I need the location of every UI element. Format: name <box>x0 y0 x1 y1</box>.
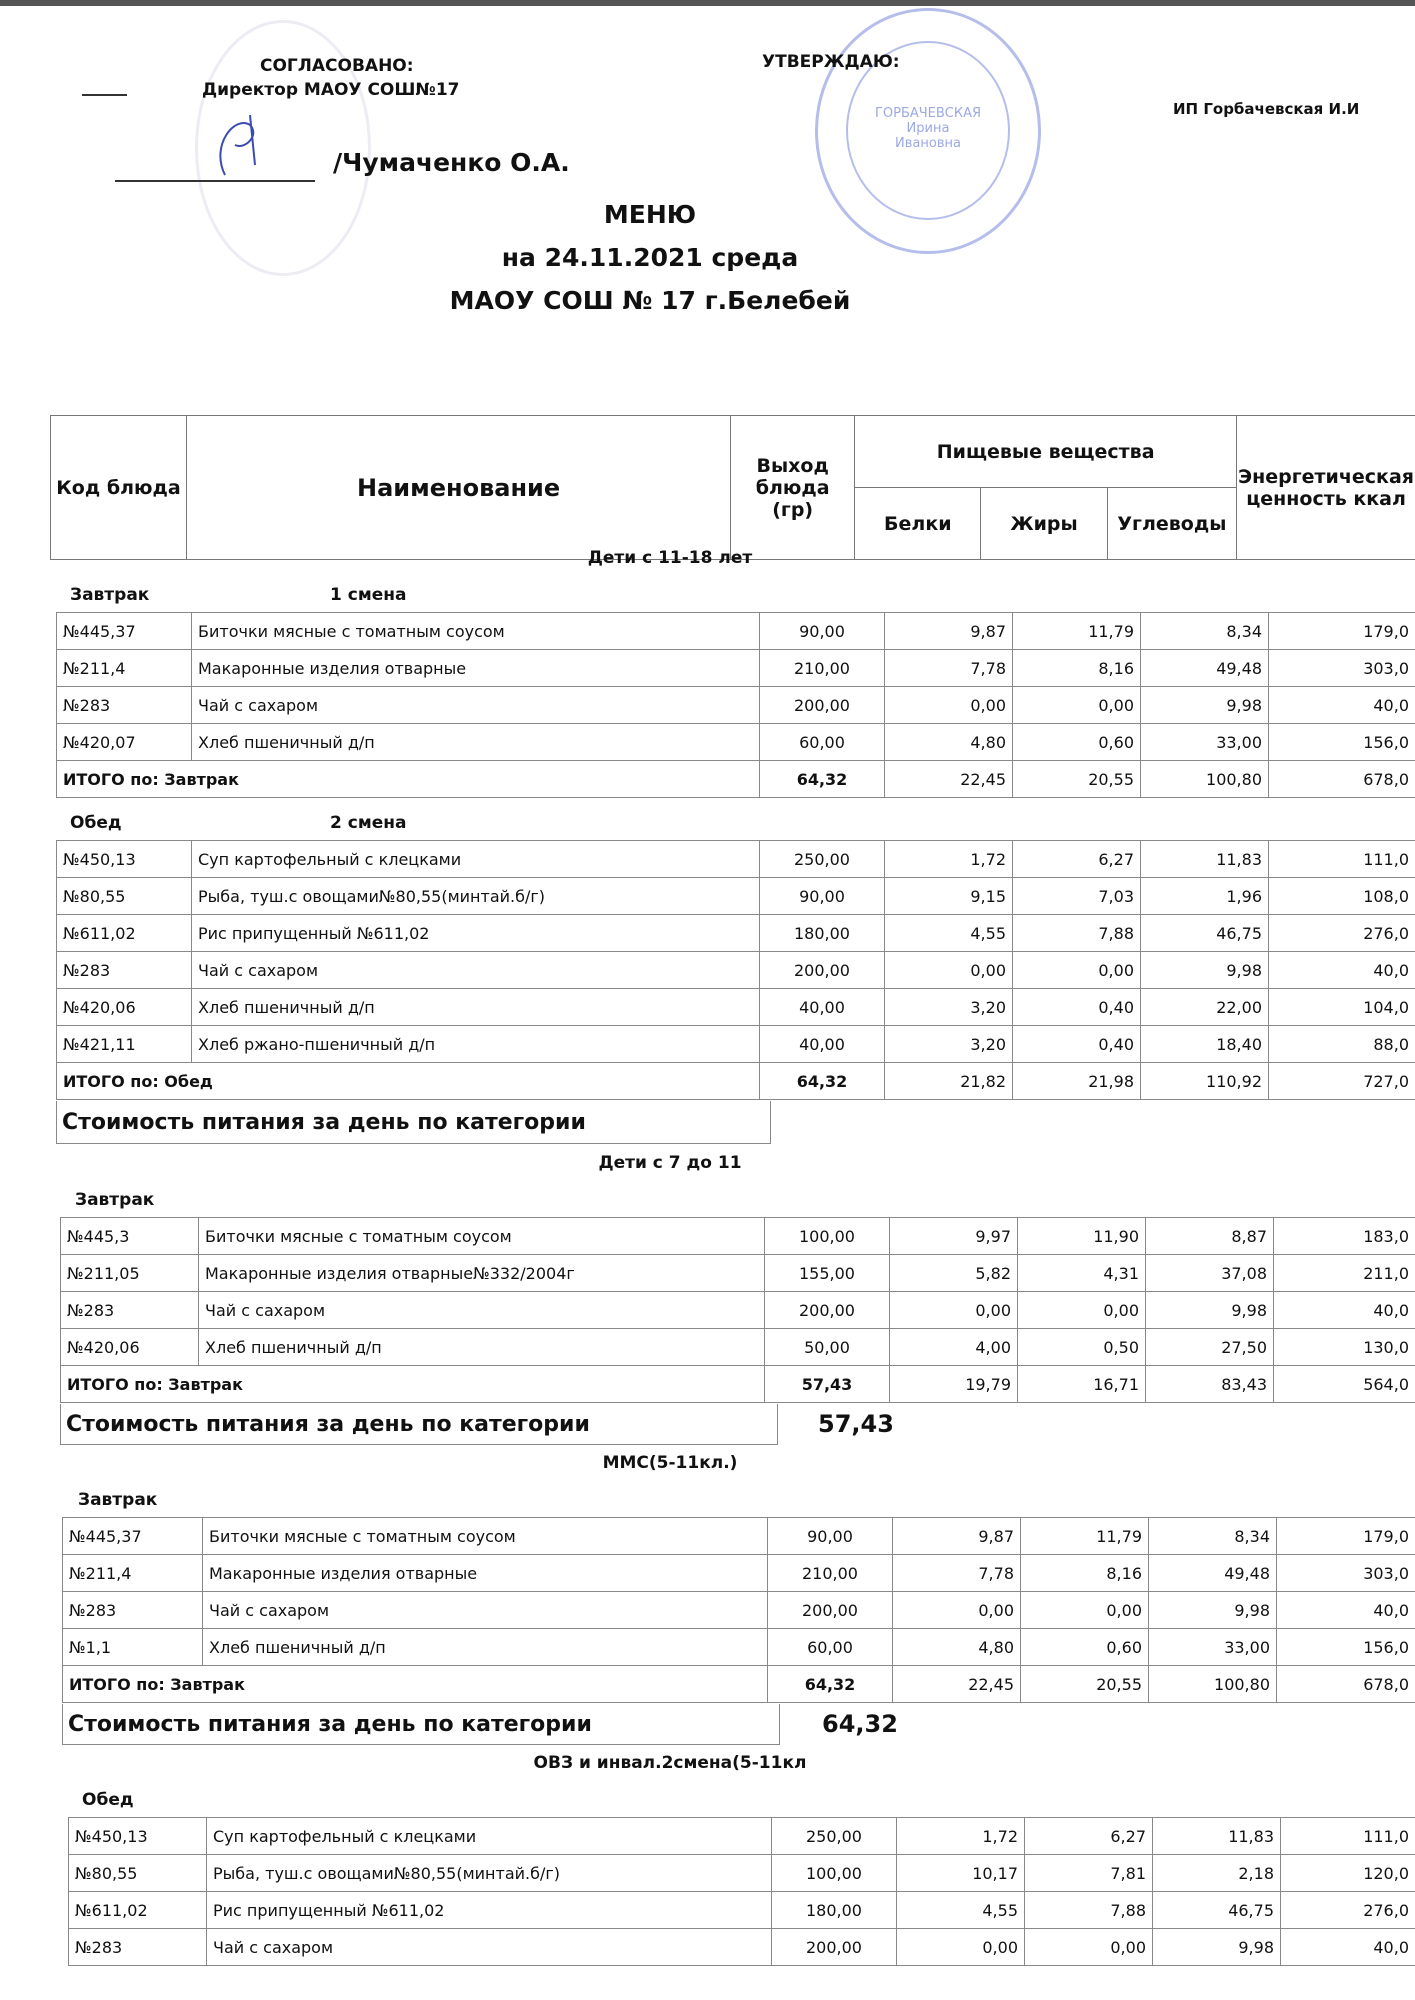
cell-fat: 7,88 <box>1025 1892 1153 1929</box>
cell-protein: 0,00 <box>885 687 1013 724</box>
cell-yield: 200,00 <box>760 687 885 724</box>
meal-label: Завтрак <box>78 1490 158 1510</box>
cell-kcal: 40,0 <box>1281 1929 1415 1966</box>
table-row <box>69 1818 1415 1855</box>
cell-fat: 7,88 <box>1013 915 1141 952</box>
cell-yield: 90,00 <box>760 878 885 915</box>
cell-carbs: 8,87 <box>1146 1218 1274 1255</box>
total-protein: 19,79 <box>890 1366 1018 1403</box>
total-price: 64,32 <box>760 1063 885 1100</box>
cell-protein: 1,72 <box>885 841 1013 878</box>
cell-carbs: 49,48 <box>1149 1555 1277 1592</box>
cell-protein: 0,00 <box>897 1929 1025 1966</box>
cell-kcal: 276,0 <box>1269 915 1415 952</box>
cell-yield: 180,00 <box>760 915 885 952</box>
total-kcal: 678,0 <box>1269 761 1415 798</box>
cost-value: 64,32 <box>822 1710 898 1738</box>
table-row <box>61 1292 1415 1329</box>
cell-yield: 250,00 <box>772 1818 897 1855</box>
table-row <box>61 1255 1415 1292</box>
cell-kcal: 211,0 <box>1274 1255 1415 1292</box>
stamp-text-line: Ирина <box>906 121 950 136</box>
cell-code: №445,3 <box>61 1218 199 1255</box>
total-price: 64,32 <box>760 761 885 798</box>
cost-value: 57,43 <box>818 1410 894 1438</box>
menu-table-s0-m1 <box>56 840 1415 1100</box>
cell-code: №445,37 <box>57 613 192 650</box>
table-row <box>63 1555 1415 1592</box>
table-row <box>57 989 1415 1026</box>
cell-carbs: 9,98 <box>1141 952 1269 989</box>
cell-kcal: 183,0 <box>1274 1218 1415 1255</box>
header-yield: Выход блюда (гр) <box>731 416 855 560</box>
cell-yield: 90,00 <box>760 613 885 650</box>
menu-table-header <box>50 415 1415 560</box>
cell-protein: 9,87 <box>885 613 1013 650</box>
cell-fat: 8,16 <box>1013 650 1141 687</box>
cell-name: Рис припущенный №611,02 <box>192 915 760 952</box>
cell-carbs: 11,83 <box>1153 1818 1281 1855</box>
cell-kcal: 120,0 <box>1281 1855 1415 1892</box>
cell-protein: 7,78 <box>885 650 1013 687</box>
cell-fat: 11,79 <box>1021 1518 1149 1555</box>
cell-name: Макаронные изделия отварные <box>203 1555 768 1592</box>
cell-carbs: 49,48 <box>1141 650 1269 687</box>
total-protein: 21,82 <box>885 1063 1013 1100</box>
total-kcal: 678,0 <box>1277 1666 1415 1703</box>
table-row <box>57 952 1415 989</box>
cell-kcal: 40,0 <box>1269 687 1415 724</box>
doc-title: МЕНЮ <box>603 200 697 229</box>
total-carbs: 100,80 <box>1141 761 1269 798</box>
total-kcal: 564,0 <box>1274 1366 1415 1403</box>
cell-name: Биточки мясные с томатным соусом <box>199 1218 765 1255</box>
total-fat: 20,55 <box>1013 761 1141 798</box>
cell-kcal: 303,0 <box>1269 650 1415 687</box>
cell-kcal: 111,0 <box>1269 841 1415 878</box>
cost-label: Стоимость питания за день по категории <box>62 1110 586 1135</box>
cell-name: Чай с сахаром <box>192 952 760 989</box>
cell-yield: 210,00 <box>768 1555 893 1592</box>
cell-protein: 4,00 <box>890 1329 1018 1366</box>
cost-label: Стоимость питания за день по категории <box>66 1412 590 1437</box>
cell-fat: 0,60 <box>1021 1629 1149 1666</box>
cell-yield: 200,00 <box>772 1929 897 1966</box>
total-fat: 16,71 <box>1018 1366 1146 1403</box>
cell-yield: 60,00 <box>768 1629 893 1666</box>
cell-carbs: 9,98 <box>1141 687 1269 724</box>
meal-label: Завтрак <box>70 585 150 605</box>
cell-code: №420,07 <box>57 724 192 761</box>
total-price: 64,32 <box>768 1666 893 1703</box>
cell-kcal: 156,0 <box>1277 1629 1415 1666</box>
section-title: Дети с 7 до 11 <box>598 1153 742 1173</box>
cell-yield: 60,00 <box>760 724 885 761</box>
total-row <box>57 1063 1415 1100</box>
cell-name: Биточки мясные с томатным соусом <box>192 613 760 650</box>
section-title: Дети с 11-18 лет <box>587 548 753 568</box>
cell-carbs: 33,00 <box>1149 1629 1277 1666</box>
cell-fat: 0,60 <box>1013 724 1141 761</box>
cell-protein: 0,00 <box>885 952 1013 989</box>
cell-carbs: 9,98 <box>1153 1929 1281 1966</box>
cell-name: Макаронные изделия отварные№332/2004г <box>199 1255 765 1292</box>
table-row <box>63 1518 1415 1555</box>
cell-yield: 210,00 <box>760 650 885 687</box>
cell-kcal: 40,0 <box>1274 1292 1415 1329</box>
total-carbs: 83,43 <box>1146 1366 1274 1403</box>
table-row <box>57 650 1415 687</box>
menu-table-s1-m0 <box>60 1217 1415 1403</box>
table-row <box>57 841 1415 878</box>
meal-label: Обед <box>82 1790 134 1810</box>
table-row <box>57 1026 1415 1063</box>
signature-icon <box>205 105 275 185</box>
total-label: ИТОГО по: Завтрак <box>57 761 760 798</box>
total-row <box>61 1366 1415 1403</box>
menu-table-s2-m0 <box>62 1517 1415 1703</box>
cell-name: Чай с сахаром <box>199 1292 765 1329</box>
approved-left-label: СОГЛАСОВАНО: <box>260 56 414 76</box>
cell-code: №450,13 <box>57 841 192 878</box>
cell-carbs: 22,00 <box>1141 989 1269 1026</box>
cell-protein: 4,55 <box>897 1892 1025 1929</box>
cell-kcal: 104,0 <box>1269 989 1415 1026</box>
cell-protein: 3,20 <box>885 989 1013 1026</box>
cell-carbs: 2,18 <box>1153 1855 1281 1892</box>
cell-name: Рис припущенный №611,02 <box>207 1892 772 1929</box>
cell-code: №445,37 <box>63 1518 203 1555</box>
cell-fat: 0,00 <box>1018 1292 1146 1329</box>
cell-code: №611,02 <box>57 915 192 952</box>
menu-table-s3-m0 <box>68 1817 1415 1966</box>
cell-name: Чай с сахаром <box>207 1929 772 1966</box>
cell-code: №283 <box>57 952 192 989</box>
cell-kcal: 179,0 <box>1269 613 1415 650</box>
cell-protein: 5,82 <box>890 1255 1018 1292</box>
cell-carbs: 33,00 <box>1141 724 1269 761</box>
table-row <box>57 724 1415 761</box>
meal-label: Обед <box>70 813 122 833</box>
cell-code: №283 <box>57 687 192 724</box>
header-energy: Энергетическая ценность ккал <box>1237 416 1415 560</box>
cell-code: №611,02 <box>69 1892 207 1929</box>
cell-protein: 0,00 <box>893 1592 1021 1629</box>
cell-fat: 8,16 <box>1021 1555 1149 1592</box>
cell-carbs: 18,40 <box>1141 1026 1269 1063</box>
table-row <box>57 878 1415 915</box>
total-protein: 22,45 <box>885 761 1013 798</box>
cell-code: №283 <box>69 1929 207 1966</box>
cell-protein: 9,15 <box>885 878 1013 915</box>
scan-top-edge <box>0 0 1415 6</box>
cell-fat: 7,81 <box>1025 1855 1153 1892</box>
cell-protein: 7,78 <box>893 1555 1021 1592</box>
total-price: 57,43 <box>765 1366 890 1403</box>
doc-date: на 24.11.2021 среда <box>501 243 799 272</box>
cost-label: Стоимость питания за день по категории <box>68 1712 592 1737</box>
cell-protein: 4,80 <box>893 1629 1021 1666</box>
table-row <box>63 1629 1415 1666</box>
cell-kcal: 130,0 <box>1274 1329 1415 1366</box>
cell-fat: 0,00 <box>1013 952 1141 989</box>
approved-left-position: Директор МАОУ СОШ№17 <box>202 80 460 100</box>
cell-code: №211,05 <box>61 1255 199 1292</box>
header-fat: Жиры <box>981 488 1107 560</box>
cell-protein: 4,80 <box>885 724 1013 761</box>
cell-code: №283 <box>63 1592 203 1629</box>
cell-fat: 11,90 <box>1018 1218 1146 1255</box>
cell-fat: 6,27 <box>1025 1818 1153 1855</box>
cell-code: №420,06 <box>61 1329 199 1366</box>
cell-name: Рыба, туш.с овощами№80,55(минтай.б/г) <box>192 878 760 915</box>
cell-name: Суп картофельный с клецками <box>192 841 760 878</box>
total-row <box>57 761 1415 798</box>
cell-code: №450,13 <box>69 1818 207 1855</box>
meal-shift: 1 смена <box>330 585 407 605</box>
table-row <box>69 1929 1415 1966</box>
cell-code: №283 <box>61 1292 199 1329</box>
cell-kcal: 179,0 <box>1277 1518 1415 1555</box>
cell-code: №420,06 <box>57 989 192 1026</box>
cell-name: Чай с сахаром <box>192 687 760 724</box>
cell-code: №421,11 <box>57 1026 192 1063</box>
cell-name: Хлеб пшеничный д/п <box>192 724 760 761</box>
menu-table-s0-m0 <box>56 612 1415 798</box>
cell-protein: 1,72 <box>897 1818 1025 1855</box>
cell-yield: 180,00 <box>772 1892 897 1929</box>
cell-protein: 9,97 <box>890 1218 1018 1255</box>
cell-carbs: 37,08 <box>1146 1255 1274 1292</box>
cell-carbs: 11,83 <box>1141 841 1269 878</box>
total-row <box>63 1666 1415 1703</box>
cell-carbs: 46,75 <box>1141 915 1269 952</box>
section-title: ММС(5-11кл.) <box>602 1453 738 1473</box>
cell-name: Рыба, туш.с овощами№80,55(минтай.б/г) <box>207 1855 772 1892</box>
cell-name: Хлеб пшеничный д/п <box>192 989 760 1026</box>
cell-yield: 250,00 <box>760 841 885 878</box>
cell-carbs: 9,98 <box>1146 1292 1274 1329</box>
header-protein: Белки <box>855 488 981 560</box>
cell-fat: 7,03 <box>1013 878 1141 915</box>
cell-protein: 3,20 <box>885 1026 1013 1063</box>
cell-kcal: 40,0 <box>1277 1592 1415 1629</box>
cell-name: Хлеб пшеничный д/п <box>203 1629 768 1666</box>
header-code: Код блюда <box>51 416 187 560</box>
stamp-text-line: ГОРБАЧЕВСКАЯ <box>874 106 982 121</box>
table-row <box>57 613 1415 650</box>
cell-kcal: 156,0 <box>1269 724 1415 761</box>
cell-protein: 4,55 <box>885 915 1013 952</box>
cell-kcal: 108,0 <box>1269 878 1415 915</box>
cell-carbs: 1,96 <box>1141 878 1269 915</box>
cell-yield: 200,00 <box>768 1592 893 1629</box>
cell-fat: 11,79 <box>1013 613 1141 650</box>
table-row <box>61 1329 1415 1366</box>
total-fat: 21,98 <box>1013 1063 1141 1100</box>
cell-yield: 200,00 <box>765 1292 890 1329</box>
cell-name: Хлеб ржано-пшеничный д/п <box>192 1026 760 1063</box>
cell-yield: 100,00 <box>765 1218 890 1255</box>
cell-protein: 10,17 <box>897 1855 1025 1892</box>
cell-protein: 0,00 <box>890 1292 1018 1329</box>
cell-protein: 9,87 <box>893 1518 1021 1555</box>
cell-fat: 0,00 <box>1013 687 1141 724</box>
table-row <box>61 1218 1415 1255</box>
cell-yield: 100,00 <box>772 1855 897 1892</box>
cell-fat: 0,50 <box>1018 1329 1146 1366</box>
cell-fat: 0,40 <box>1013 989 1141 1026</box>
cell-name: Хлеб пшеничный д/п <box>199 1329 765 1366</box>
table-row <box>63 1592 1415 1629</box>
cell-code: №211,4 <box>63 1555 203 1592</box>
total-fat: 20,55 <box>1021 1666 1149 1703</box>
cell-code: №1,1 <box>63 1629 203 1666</box>
cell-yield: 155,00 <box>765 1255 890 1292</box>
cell-kcal: 88,0 <box>1269 1026 1415 1063</box>
meal-label: Завтрак <box>75 1190 155 1210</box>
cell-code: №80,55 <box>57 878 192 915</box>
cell-name: Суп картофельный с клецками <box>207 1818 772 1855</box>
total-label: ИТОГО по: Обед <box>57 1063 760 1100</box>
cell-fat: 4,31 <box>1018 1255 1146 1292</box>
total-label: ИТОГО по: Завтрак <box>63 1666 768 1703</box>
section-title: ОВЗ и инвал.2смена(5-11кл <box>533 1753 807 1773</box>
header-carbs: Углеводы <box>1107 488 1237 560</box>
cell-code: №211,4 <box>57 650 192 687</box>
cell-code: №80,55 <box>69 1855 207 1892</box>
cell-yield: 90,00 <box>768 1518 893 1555</box>
cell-fat: 0,40 <box>1013 1026 1141 1063</box>
approved-right-label: УТВЕРЖДАЮ: <box>762 52 900 72</box>
doc-school: МАОУ СОШ № 17 г.Белебей <box>449 286 851 315</box>
cell-fat: 6,27 <box>1013 841 1141 878</box>
total-carbs: 110,92 <box>1141 1063 1269 1100</box>
header-nutrients: Пищевые вещества <box>855 416 1237 488</box>
header-name: Наименование <box>186 416 730 560</box>
cell-yield: 200,00 <box>760 952 885 989</box>
cell-carbs: 8,34 <box>1149 1518 1277 1555</box>
table-row <box>69 1855 1415 1892</box>
total-protein: 22,45 <box>893 1666 1021 1703</box>
cell-kcal: 303,0 <box>1277 1555 1415 1592</box>
cell-carbs: 46,75 <box>1153 1892 1281 1929</box>
approved-left-signer: /Чумаченко О.А. <box>333 148 570 177</box>
cell-carbs: 9,98 <box>1149 1592 1277 1629</box>
cell-yield: 40,00 <box>760 1026 885 1063</box>
total-kcal: 727,0 <box>1269 1063 1415 1100</box>
approved-right-signer: ИП Горбачевская И.И <box>1173 100 1360 118</box>
stamp-text-line: Ивановна <box>895 136 961 151</box>
cell-kcal: 40,0 <box>1269 952 1415 989</box>
cell-kcal: 111,0 <box>1281 1818 1415 1855</box>
cell-carbs: 8,34 <box>1141 613 1269 650</box>
cell-yield: 40,00 <box>760 989 885 1026</box>
cell-fat: 0,00 <box>1021 1592 1149 1629</box>
table-row <box>57 687 1415 724</box>
dash-mark <box>82 94 127 96</box>
cell-carbs: 27,50 <box>1146 1329 1274 1366</box>
cell-name: Чай с сахаром <box>203 1592 768 1629</box>
total-carbs: 100,80 <box>1149 1666 1277 1703</box>
table-row <box>57 915 1415 952</box>
cell-yield: 50,00 <box>765 1329 890 1366</box>
cell-fat: 0,00 <box>1025 1929 1153 1966</box>
cell-name: Макаронные изделия отварные <box>192 650 760 687</box>
table-row <box>69 1892 1415 1929</box>
cell-kcal: 276,0 <box>1281 1892 1415 1929</box>
meal-shift: 2 смена <box>330 813 407 833</box>
cell-name: Биточки мясные с томатным соусом <box>203 1518 768 1555</box>
total-label: ИТОГО по: Завтрак <box>61 1366 765 1403</box>
